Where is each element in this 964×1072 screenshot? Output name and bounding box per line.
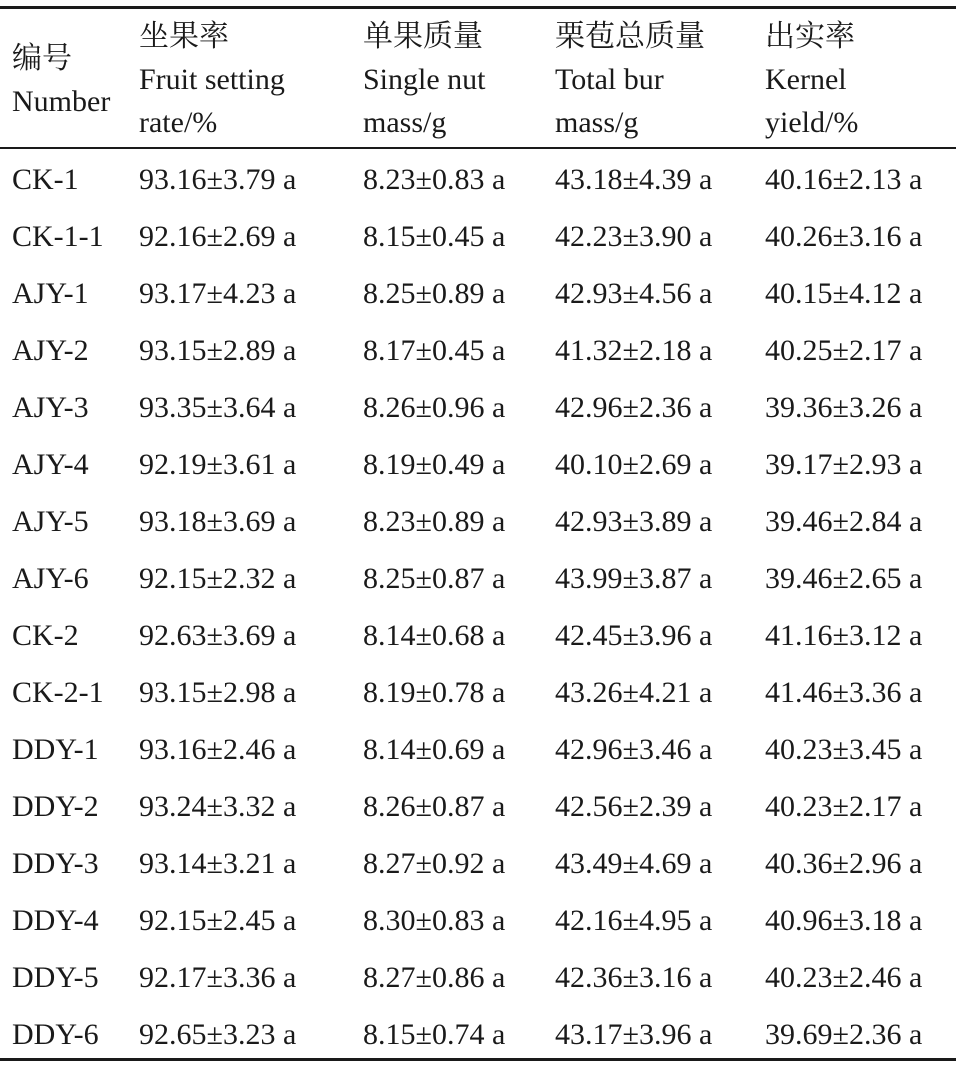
- header-kernel-yield-en-2: yield/%: [765, 106, 859, 139]
- header-fruit-setting-rate-en-2: rate/%: [139, 106, 218, 139]
- cell-fruit-setting-rate: 93.24±3.32 a: [139, 790, 297, 823]
- header-kernel-yield: [765, 15, 858, 144]
- cell-total-bur-mass: 42.96±2.36 a: [555, 391, 713, 424]
- cell-number: AJY-3: [12, 391, 89, 424]
- header-total-bur-mass-en-1: Total bur: [555, 63, 664, 96]
- header-number: [12, 37, 110, 123]
- cell-fruit-setting-rate: 92.19±3.61 a: [139, 448, 297, 481]
- cell-total-bur-mass: 42.96±3.46 a: [555, 733, 713, 766]
- cell-number: CK-2-1: [12, 676, 104, 709]
- cell-kernel-yield: 39.17±2.93 a: [765, 448, 923, 481]
- table-row: [0, 607, 964, 664]
- header-single-nut-mass-en-1: Single nut: [363, 63, 486, 96]
- cell-single-nut-mass: 8.19±0.49 a: [363, 448, 506, 481]
- cell-fruit-setting-rate: 93.17±4.23 a: [139, 277, 297, 310]
- cell-number: AJY-2: [12, 334, 89, 367]
- header-fruit-setting-rate-en-1: Fruit setting: [139, 63, 285, 96]
- cell-number: DDY-5: [12, 961, 99, 994]
- header-single-nut-mass-en-2: mass/g: [363, 106, 447, 139]
- cell-kernel-yield: 40.23±2.17 a: [765, 790, 923, 823]
- cell-fruit-setting-rate: 93.15±2.89 a: [139, 334, 297, 367]
- table-row: [0, 265, 964, 322]
- cell-single-nut-mass: 8.23±0.83 a: [363, 163, 506, 196]
- bottom-rule: [0, 1058, 956, 1061]
- cell-total-bur-mass: 42.45±3.96 a: [555, 619, 713, 652]
- table-row: [0, 151, 964, 208]
- cell-single-nut-mass: 8.25±0.87 a: [363, 562, 506, 595]
- cell-single-nut-mass: 8.15±0.74 a: [363, 1018, 506, 1051]
- cell-total-bur-mass: 41.32±2.18 a: [555, 334, 713, 367]
- cell-total-bur-mass: 42.56±2.39 a: [555, 790, 713, 823]
- table-row: [0, 1006, 964, 1063]
- cell-single-nut-mass: 8.26±0.96 a: [363, 391, 506, 424]
- cell-fruit-setting-rate: 93.35±3.64 a: [139, 391, 297, 424]
- cell-kernel-yield: 39.46±2.84 a: [765, 505, 923, 538]
- cell-number: DDY-6: [12, 1018, 99, 1051]
- cell-single-nut-mass: 8.14±0.68 a: [363, 619, 506, 652]
- header-number-en: Number: [12, 85, 111, 118]
- cell-fruit-setting-rate: 92.16±2.69 a: [139, 220, 297, 253]
- header-rule: [0, 147, 956, 149]
- cell-total-bur-mass: 40.10±2.69 a: [555, 448, 713, 481]
- header-single-nut-mass-zh: 单果质量: [363, 20, 483, 53]
- cell-kernel-yield: 40.23±2.46 a: [765, 961, 923, 994]
- table-body: [0, 151, 964, 1063]
- cell-total-bur-mass: 43.49±4.69 a: [555, 847, 713, 880]
- cell-number: CK-1: [12, 163, 79, 196]
- cell-fruit-setting-rate: 93.18±3.69 a: [139, 505, 297, 538]
- cell-kernel-yield: 40.25±2.17 a: [765, 334, 923, 367]
- cell-single-nut-mass: 8.30±0.83 a: [363, 904, 506, 937]
- cell-single-nut-mass: 8.17±0.45 a: [363, 334, 506, 367]
- cell-single-nut-mass: 8.15±0.45 a: [363, 220, 506, 253]
- cell-total-bur-mass: 42.16±4.95 a: [555, 904, 713, 937]
- table-row: [0, 322, 964, 379]
- cell-single-nut-mass: 8.19±0.78 a: [363, 676, 506, 709]
- cell-number: CK-2: [12, 619, 79, 652]
- header-total-bur-mass-en-2: mass/g: [555, 106, 639, 139]
- cell-number: AJY-1: [12, 277, 89, 310]
- cell-total-bur-mass: 43.18±4.39 a: [555, 163, 713, 196]
- cell-fruit-setting-rate: 92.17±3.36 a: [139, 961, 297, 994]
- cell-number: DDY-2: [12, 790, 99, 823]
- cell-total-bur-mass: 43.17±3.96 a: [555, 1018, 713, 1051]
- header-single-nut-mass: [363, 15, 486, 144]
- cell-kernel-yield: 40.96±3.18 a: [765, 904, 923, 937]
- cell-number: AJY-6: [12, 562, 89, 595]
- cell-kernel-yield: 40.36±2.96 a: [765, 847, 923, 880]
- cell-total-bur-mass: 43.99±3.87 a: [555, 562, 713, 595]
- cell-number: AJY-4: [12, 448, 89, 481]
- table-row: [0, 949, 964, 1006]
- cell-total-bur-mass: 43.26±4.21 a: [555, 676, 713, 709]
- cell-total-bur-mass: 42.93±3.89 a: [555, 505, 713, 538]
- cell-single-nut-mass: 8.23±0.89 a: [363, 505, 506, 538]
- cell-fruit-setting-rate: 92.65±3.23 a: [139, 1018, 297, 1051]
- cell-single-nut-mass: 8.27±0.92 a: [363, 847, 506, 880]
- table-row: [0, 208, 964, 265]
- header-number-zh: 编号: [12, 42, 72, 75]
- table-row: [0, 664, 964, 721]
- cell-kernel-yield: 40.23±3.45 a: [765, 733, 923, 766]
- table-row: [0, 436, 964, 493]
- cell-fruit-setting-rate: 92.15±2.32 a: [139, 562, 297, 595]
- cell-fruit-setting-rate: 92.15±2.45 a: [139, 904, 297, 937]
- table-row: [0, 493, 964, 550]
- cell-number: DDY-4: [12, 904, 99, 937]
- header-total-bur-mass: [555, 15, 705, 144]
- cell-kernel-yield: 41.46±3.36 a: [765, 676, 923, 709]
- cell-total-bur-mass: 42.23±3.90 a: [555, 220, 713, 253]
- cell-fruit-setting-rate: 93.14±3.21 a: [139, 847, 297, 880]
- cell-number: DDY-1: [12, 733, 99, 766]
- cell-total-bur-mass: 42.36±3.16 a: [555, 961, 713, 994]
- cell-number: DDY-3: [12, 847, 99, 880]
- cell-single-nut-mass: 8.25±0.89 a: [363, 277, 506, 310]
- cell-kernel-yield: 40.15±4.12 a: [765, 277, 923, 310]
- cell-single-nut-mass: 8.27±0.86 a: [363, 961, 506, 994]
- cell-fruit-setting-rate: 92.63±3.69 a: [139, 619, 297, 652]
- header-fruit-setting-rate-zh: 坐果率: [139, 20, 229, 53]
- cell-total-bur-mass: 42.93±4.56 a: [555, 277, 713, 310]
- table-row: [0, 835, 964, 892]
- table-row: [0, 721, 964, 778]
- header-kernel-yield-zh: 出实率: [765, 20, 855, 53]
- table-row: [0, 892, 964, 949]
- cell-fruit-setting-rate: 93.16±3.79 a: [139, 163, 297, 196]
- cell-number: CK-1-1: [12, 220, 104, 253]
- cell-single-nut-mass: 8.14±0.69 a: [363, 733, 506, 766]
- cell-kernel-yield: 41.16±3.12 a: [765, 619, 923, 652]
- cell-kernel-yield: 39.69±2.36 a: [765, 1018, 923, 1051]
- cell-single-nut-mass: 8.26±0.87 a: [363, 790, 506, 823]
- table-row: [0, 379, 964, 436]
- cell-kernel-yield: 39.46±2.65 a: [765, 562, 923, 595]
- cell-fruit-setting-rate: 93.15±2.98 a: [139, 676, 297, 709]
- cell-kernel-yield: 40.16±2.13 a: [765, 163, 923, 196]
- table-row: [0, 778, 964, 835]
- header-fruit-setting-rate: [139, 15, 285, 144]
- header-kernel-yield-en-1: Kernel: [765, 63, 847, 96]
- header-total-bur-mass-zh: 栗苞总质量: [555, 20, 705, 53]
- table-row: [0, 550, 964, 607]
- cell-kernel-yield: 40.26±3.16 a: [765, 220, 923, 253]
- cell-kernel-yield: 39.36±3.26 a: [765, 391, 923, 424]
- table-header: [0, 0, 964, 147]
- cell-number: AJY-5: [12, 505, 89, 538]
- cell-fruit-setting-rate: 93.16±2.46 a: [139, 733, 297, 766]
